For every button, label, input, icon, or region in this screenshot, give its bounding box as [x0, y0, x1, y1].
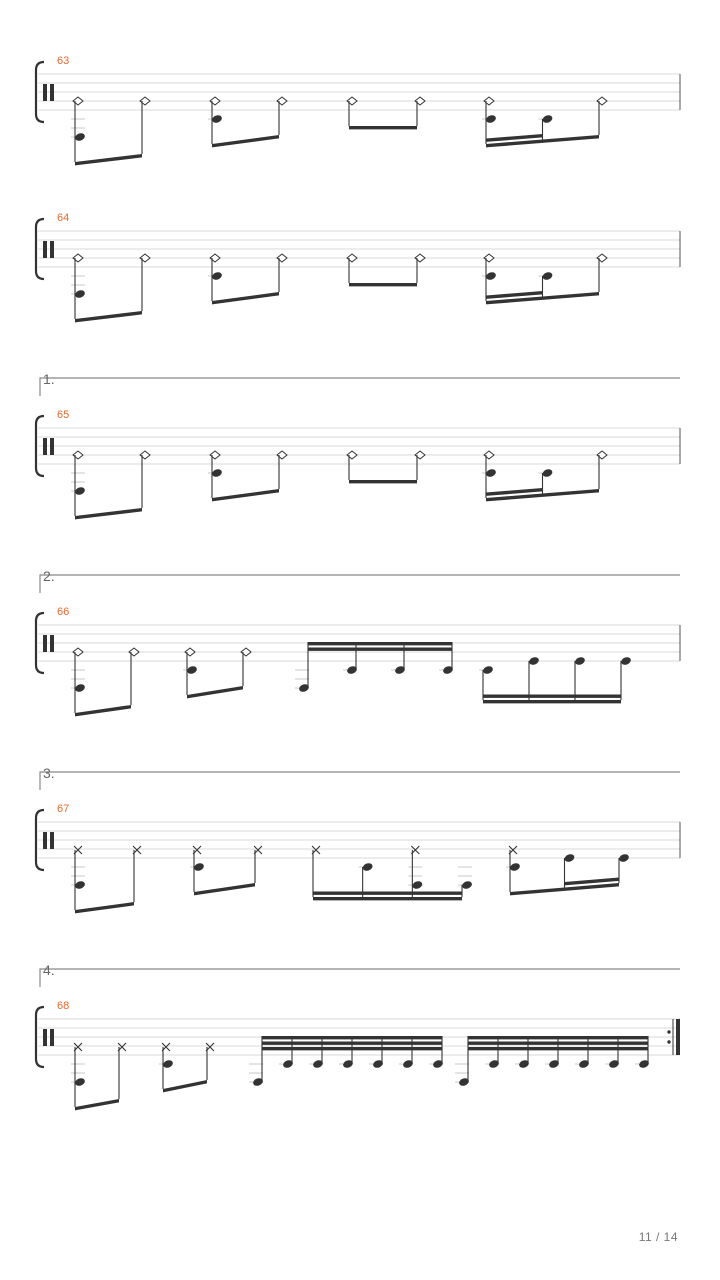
- beat-group: [208, 451, 287, 501]
- measure-number: 68: [57, 1000, 70, 1012]
- percussion-clef: [43, 438, 47, 455]
- percussion-clef: [43, 84, 47, 101]
- note-head: [618, 853, 630, 863]
- measure-68: [36, 962, 680, 1110]
- beat-group: [347, 97, 425, 129]
- note-head: [485, 271, 497, 281]
- repeat-dot: [667, 1030, 670, 1033]
- beam: [308, 648, 452, 651]
- beam: [313, 897, 462, 900]
- beam: [75, 902, 134, 913]
- note-head: [542, 271, 554, 281]
- beat-group: [295, 642, 454, 693]
- volta-label: 2.: [43, 568, 55, 584]
- percussion-clef: [50, 84, 54, 101]
- measure-64: [36, 212, 680, 322]
- note-head: [574, 656, 586, 666]
- measure-65: [36, 371, 680, 519]
- note-head: [411, 880, 423, 890]
- measure-63: [36, 55, 680, 165]
- percussion-clef: [43, 241, 47, 258]
- beat-group: [183, 648, 251, 698]
- beam: [349, 283, 417, 286]
- beam: [313, 892, 462, 895]
- percussion-clef: [50, 438, 54, 455]
- beat-group: [312, 846, 473, 900]
- note-head: [74, 486, 86, 496]
- note-head: [482, 665, 494, 675]
- beam: [262, 1042, 442, 1045]
- beat-group: [71, 451, 150, 519]
- note-head: [564, 853, 576, 863]
- note-head: [528, 656, 540, 666]
- note-head: [211, 114, 223, 124]
- beat-group: [71, 648, 139, 716]
- beat-group: [208, 254, 287, 304]
- beat-group: [479, 656, 632, 703]
- repeat-dot: [667, 1040, 670, 1043]
- final-barline: [676, 1019, 680, 1055]
- beam: [468, 1047, 648, 1050]
- volta-label: 3.: [43, 765, 55, 781]
- note-head: [509, 862, 521, 872]
- note-head: [461, 880, 473, 890]
- note-head: [162, 1059, 174, 1069]
- beat-group: [71, 1043, 126, 1110]
- beam: [468, 1042, 648, 1045]
- beat-group: [159, 1043, 214, 1092]
- percussion-clef: [43, 635, 47, 652]
- page-number: 11 / 14: [638, 1230, 678, 1244]
- beam: [349, 126, 417, 129]
- note-head: [542, 468, 554, 478]
- beat-group: [208, 97, 287, 147]
- percussion-clef: [50, 832, 54, 849]
- beam: [163, 1080, 207, 1092]
- beam: [75, 1099, 119, 1110]
- beat-group: [71, 846, 141, 913]
- volta-bracket: [40, 378, 680, 396]
- note-head: [211, 468, 223, 478]
- percussion-clef: [50, 635, 54, 652]
- beam: [194, 883, 255, 895]
- measure-66: [36, 568, 680, 716]
- note-head: [74, 132, 86, 142]
- note-head: [485, 114, 497, 124]
- percussion-clef: [43, 832, 47, 849]
- beam: [349, 480, 417, 483]
- beat-group: [347, 254, 425, 286]
- volta-bracket: [40, 575, 680, 593]
- percussion-clef: [50, 1029, 54, 1046]
- beam: [212, 489, 279, 501]
- beat-group: [71, 254, 150, 322]
- percussion-clef: [50, 241, 54, 258]
- measure-67: [36, 765, 680, 913]
- beat-group: [249, 1036, 444, 1087]
- volta-label: 1.: [43, 371, 55, 387]
- volta-label: 4.: [43, 962, 55, 978]
- beat-group: [482, 97, 607, 147]
- beam: [75, 705, 131, 716]
- beam: [308, 642, 452, 645]
- beat-group: [482, 254, 607, 304]
- note-head: [74, 880, 86, 890]
- beat-group: [347, 451, 425, 483]
- beam: [483, 695, 621, 698]
- volta-bracket: [40, 969, 680, 987]
- measure-number: 65: [57, 409, 70, 421]
- beam: [212, 292, 279, 304]
- beam: [75, 508, 142, 519]
- beat-group: [455, 1036, 650, 1087]
- note-head: [193, 862, 205, 872]
- note-head: [74, 683, 86, 693]
- note-head: [186, 665, 198, 675]
- note-head: [74, 1077, 86, 1087]
- note-head: [362, 862, 374, 872]
- note-head: [74, 289, 86, 299]
- beam: [187, 686, 243, 698]
- beam: [75, 154, 142, 165]
- beat-group: [71, 97, 150, 165]
- beam: [468, 1036, 648, 1039]
- beam: [262, 1036, 442, 1039]
- measure-number: 66: [57, 606, 70, 618]
- note-head: [620, 656, 632, 666]
- note-head: [211, 271, 223, 281]
- measure-number: 67: [57, 803, 70, 815]
- beam: [483, 700, 621, 703]
- beat-group: [190, 846, 262, 895]
- beam: [75, 311, 142, 322]
- beat-group: [482, 451, 607, 501]
- beam: [262, 1047, 442, 1050]
- beat-group: [506, 846, 630, 895]
- percussion-clef: [43, 1029, 47, 1046]
- measure-number: 64: [57, 212, 70, 224]
- volta-bracket: [40, 772, 680, 790]
- beam: [212, 135, 279, 147]
- note-head: [542, 114, 554, 124]
- measure-number: 63: [57, 55, 70, 67]
- note-head: [485, 468, 497, 478]
